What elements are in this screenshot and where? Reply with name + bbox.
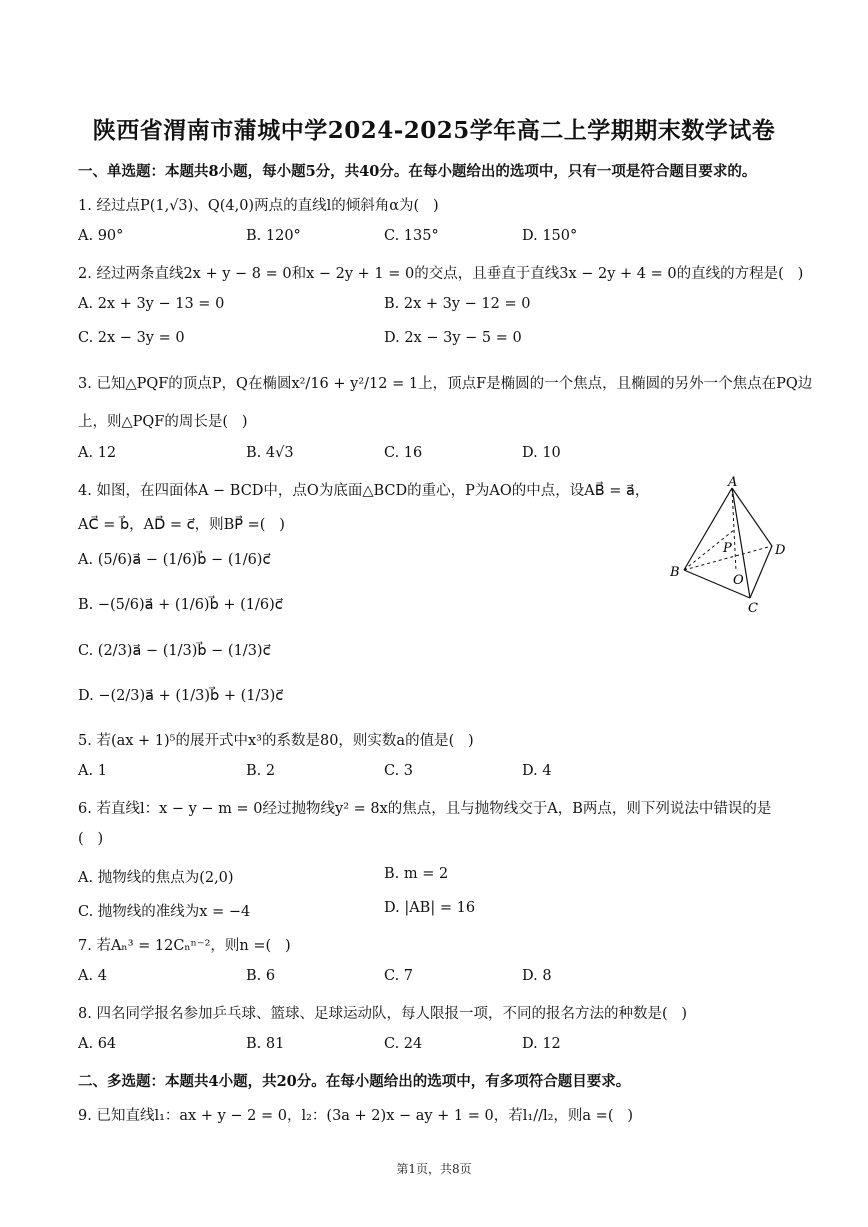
question-6-option-a: A. 抛物线的焦点为(2,0) <box>78 870 234 886</box>
question-5-option-d: D. 4 <box>522 763 552 779</box>
question-3-stem-line2: 上，则△PQF的周长是( ) <box>78 414 248 430</box>
question-4-option-c: C. (2/3)a⃗ − (1/3)b⃗ − (1/3)c⃗ <box>78 643 271 659</box>
page-title: 陕西省渭南市蒲城中学2024-2025学年高二上学期期末数学试卷 <box>92 117 776 144</box>
question-1-option-c: C. 135° <box>384 228 439 244</box>
question-2-option-c: C. 2x − 3y = 0 <box>78 330 185 346</box>
section-single-choice-heading: 一、单选题：本题共8小题，每小题5分，共40分。在每小题给出的选项中，只有一项是符合题目要求的。 <box>78 163 757 180</box>
page-footer: 第1页，共8页 <box>396 1162 472 1176</box>
question-1-option-b: B. 120° <box>246 228 301 244</box>
question-4-option-b: B. −(5/6)a⃗ + (1/6)b⃗ + (1/6)c⃗ <box>78 597 283 613</box>
question-5-option-a: A. 1 <box>78 763 107 779</box>
tetrahedron-diagram <box>664 474 794 616</box>
question-7-stem: 7. 若Aₙ³ = 12Cₙⁿ⁻²，则n =( ) <box>78 938 291 954</box>
question-7-option-a: A. 4 <box>78 968 107 984</box>
question-6-option-b: B. m = 2 <box>384 866 449 882</box>
question-8-stem: 8. 四名同学报名参加乒乓球、篮球、足球运动队，每人限报一项，不同的报名方法的种数是( ) <box>78 1006 688 1022</box>
question-3-option-a: A. 12 <box>78 445 117 461</box>
question-7-option-c: C. 7 <box>384 968 414 984</box>
question-3-stem-line1: 3. 已知△PQF的顶点P，Q在椭圆x²/16 + y²/12 = 1上，顶点F是椭圆的一个焦点，且椭圆的另外一个焦点在PQ边 <box>78 376 813 392</box>
question-6-option-c: C. 抛物线的准线为x = −4 <box>78 904 251 920</box>
question-6-option-d: D. |AB| = 16 <box>384 900 476 916</box>
vertex-d-label: D <box>775 543 786 558</box>
question-8-option-b: B. 81 <box>246 1036 285 1052</box>
question-5-option-c: C. 3 <box>384 763 414 779</box>
question-3-option-b: B. 4√3 <box>246 445 294 461</box>
question-2-option-d: D. 2x − 3y − 5 = 0 <box>384 330 522 346</box>
question-8-option-c: C. 24 <box>384 1036 423 1052</box>
question-1-option-a: A. 90° <box>78 228 124 244</box>
question-2-option-a: A. 2x + 3y − 13 = 0 <box>78 296 225 312</box>
question-7-option-b: B. 6 <box>246 968 276 984</box>
question-3-option-d: D. 10 <box>522 445 561 461</box>
point-o-label: O <box>733 573 744 588</box>
question-4-option-a: A. (5/6)a⃗ − (1/6)b⃗ − (1/6)c⃗ <box>78 552 271 568</box>
question-9-stem: 9. 已知直线l₁：ax + y − 2 = 0，l₂：(3a + 2)x − ay + 1 = 0，若l₁//l₂，则a =( ) <box>78 1108 633 1124</box>
question-5-option-b: B. 2 <box>246 763 276 779</box>
question-3-option-c: C. 16 <box>384 445 423 461</box>
question-6-stem-line2: ( ) <box>78 831 104 847</box>
question-8-option-a: A. 64 <box>78 1036 117 1052</box>
question-5-stem: 5. 若(ax + 1)⁵的展开式中x³的系数是80，则实数a的值是( ) <box>78 733 474 749</box>
question-1-stem: 1. 经过点P(1,√3)、Q(4,0)两点的直线l的倾斜角α为( ) <box>78 198 439 214</box>
question-6-stem-line1: 6. 若直线l：x − y − m = 0经过抛物线y² = 8x的焦点，且与抛物线交于A，B两点，则下列说法中错误的是 <box>78 801 772 817</box>
question-4-stem-line1: 4. 如图，在四面体A − BCD中，点O为底面△BCD的重心，P为AO的中点，设AB⃗ = a⃗， <box>78 483 650 499</box>
vertex-a-label: A <box>728 475 738 490</box>
question-2-stem: 2. 经过两条直线2x + y − 8 = 0和x − 2y + 1 = 0的交点，且垂直于直线3x − 2y + 4 = 0的直线的方程是( ) <box>78 266 804 282</box>
question-4-option-d: D. −(2/3)a⃗ + (1/3)b⃗ + (1/3)c⃗ <box>78 688 284 704</box>
question-4-stem-line2: AC⃗ = b⃗，AD⃗ = c⃗，则BP⃗ =( ) <box>78 517 285 533</box>
point-p-label: P <box>723 541 732 556</box>
question-1-option-d: D. 150° <box>522 228 578 244</box>
section-multiple-choice-heading: 二、多选题：本题共4小题，共20分。在每小题给出的选项中，有多项符合题目要求。 <box>78 1073 631 1090</box>
vertex-c-label: C <box>748 601 758 616</box>
question-2-option-b: B. 2x + 3y − 12 = 0 <box>384 296 531 312</box>
vertex-b-label: B <box>670 565 680 580</box>
question-8-option-d: D. 12 <box>522 1036 561 1052</box>
question-7-option-d: D. 8 <box>522 968 552 984</box>
